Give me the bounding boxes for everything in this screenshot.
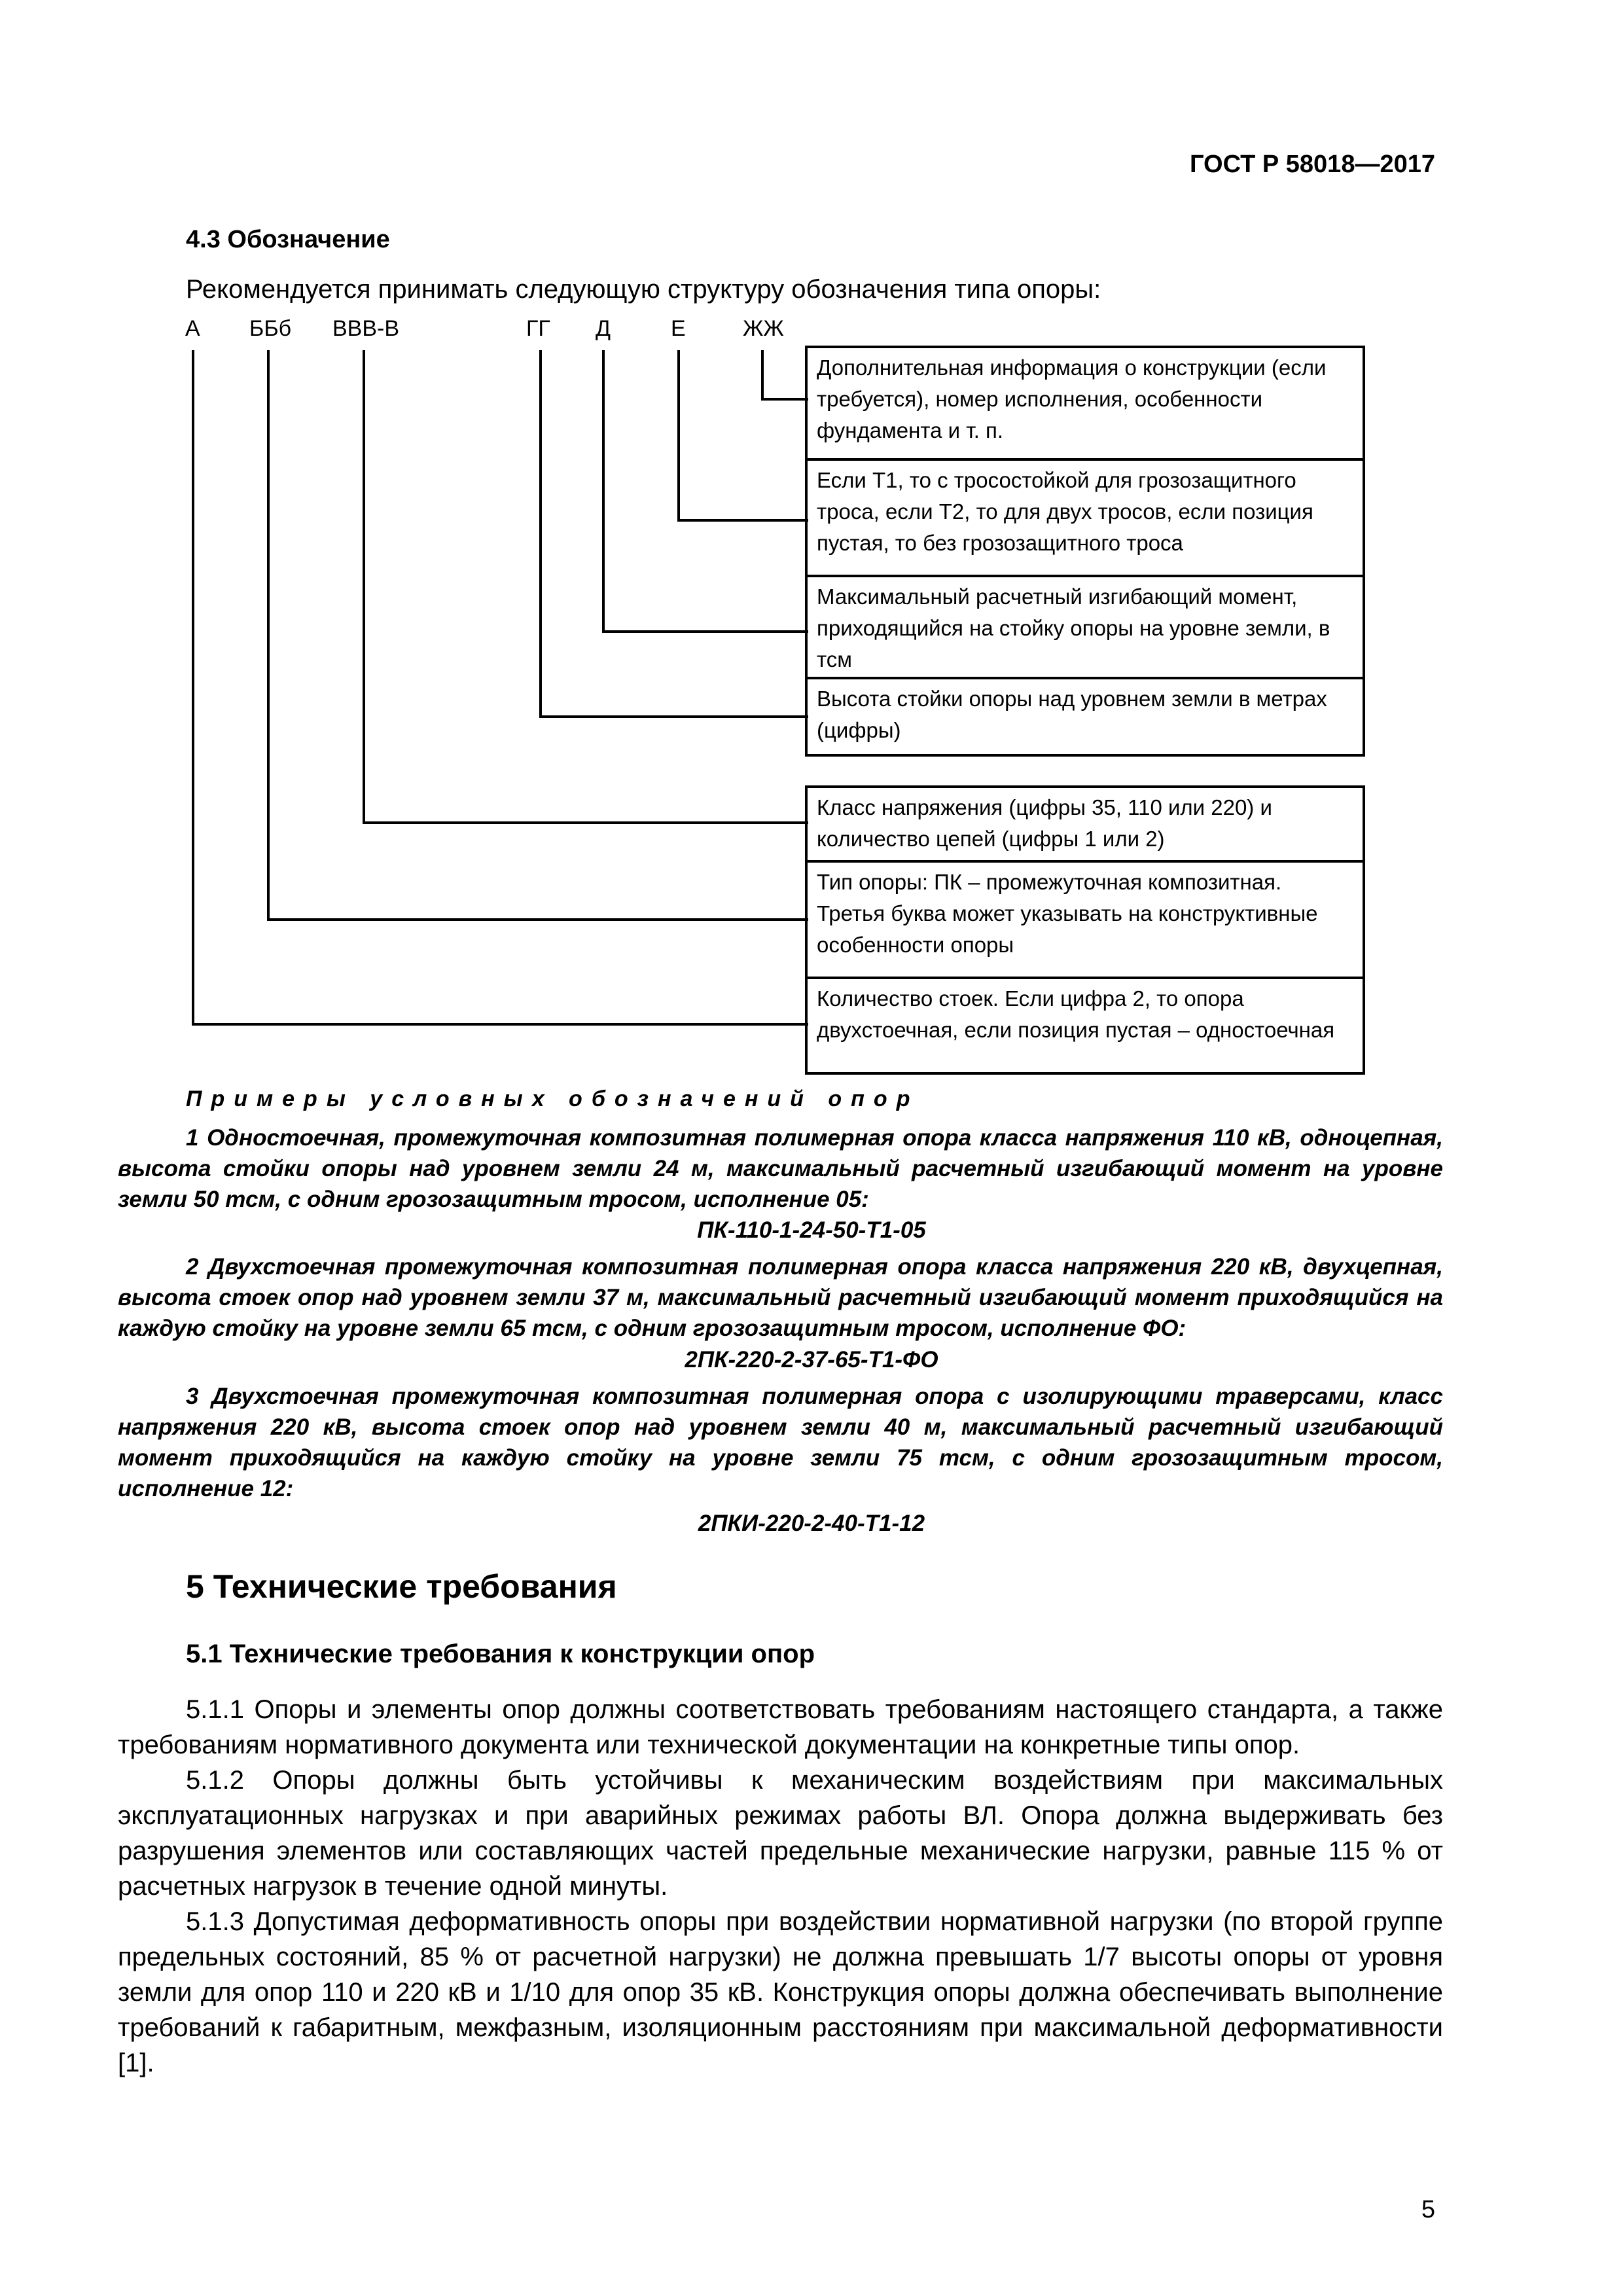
paragraph-5-1-1: 5.1.1 Опоры и элементы опор должны соответствовать требованиям настоящего стандарта, а также требованиям нормативного документа или технической документации на конкретные типы опор. xyxy=(118,1695,1443,1759)
section-4-3-intro: Рекомендуется принимать следующую структуру обозначения типа опоры: xyxy=(186,275,1101,304)
connector-a xyxy=(193,350,808,1024)
document-number: ГОСТ Р 58018—2017 xyxy=(1190,151,1435,178)
connector-bbb xyxy=(268,350,808,920)
code-a: А xyxy=(185,316,200,341)
box-voltage-class: Класс напряжения (цифры 35, 110 или 220) и количество цепей (цифры 1 или 2) xyxy=(805,785,1365,863)
example-1-code: ПК-110-1-24-50-Т1-05 xyxy=(697,1217,926,1243)
code-bbb: ББб xyxy=(249,316,292,341)
example-1-text: 1 Одностоечная, промежуточная композитная полимерная опора класса напряжения 110 кВ, одноцепная, высота стойки опоры над уровнем земли 24 м, максимальный расчетный изгибающий момент на уровне земли 50 тсм, с одним грозозащитным тросом, исполнение 05: xyxy=(118,1125,1443,1212)
code-gg: ГГ xyxy=(526,316,550,341)
connector-vvv xyxy=(364,350,808,823)
box-number-of-posts: Количество стоек. Если цифра 2, то опора двухстоечная, если позиция пустая – одностоечная xyxy=(805,977,1365,1075)
box-ground-wire: Если Т1, то с тросостойкой для грозозащитного троса, если Т2, то для двух тросов, если позиция пустая, то без грозозащитного троса xyxy=(805,458,1365,577)
code-zhzh: ЖЖ xyxy=(743,316,784,341)
section-4-3-title: 4.3 Обозначение xyxy=(186,226,390,253)
box-support-type: Тип опоры: ПК – промежуточная композитная. Третья буква может указывать на конструктивные особенности опоры xyxy=(805,860,1365,979)
box-bending-moment: Максимальный расчетный изгибающий момент, приходящийся на стойку опоры на уровне земли, в тсм xyxy=(805,575,1365,679)
example-3-code: 2ПКИ-220-2-40-Т1-12 xyxy=(698,1511,925,1536)
paragraph-5-1-3: 5.1.3 Допустимая деформативность опоры при воздействии нормативной нагрузки (по второй группе предельных состояний, 85 % от расчетной нагрузки) не должна превышать 1/7 высоты опоры от уровня земли для опор 110 и 220 кВ и 1/10 для опор 35 кВ. Конструкция опоры должна обеспечивать выполнение требований к габаритным, межфазным, изоляционным расстояниям при максимальной деформативности [1]. xyxy=(118,1907,1443,2077)
connector-gg xyxy=(541,350,808,717)
example-3-text: 3 Двухстоечная промежуточная композитная полимерная опора с изолирующими траверсами, класс напряжения 220 кВ, высота стоек опор над уровнем земли 40 м, максимальный расчетный изгибающий момент приходящийся на каждую стойку на уровне земли 75 тсм, с одним грозозащитным тросом, исполнение 12: xyxy=(118,1384,1443,1501)
box-additional-info: Дополнительная информация о конструкции (если требуется), номер исполнения, особенности фундамента и т. п. xyxy=(805,346,1365,461)
code-d: Д xyxy=(596,316,611,341)
box-height: Высота стойки опоры над уровнем земли в метрах (цифры) xyxy=(805,677,1365,757)
example-2-text: 2 Двухстоечная промежуточная композитная полимерная опора класса напряжения 220 кВ, двухцепная, высота стоек опор над уровнем земли 37 м, максимальный расчетный изгибающий момент приходящийся на каждую стойку на уровне земли 65 тсм, с одним грозозащитным тросом, исполнение ФО: xyxy=(118,1254,1443,1341)
section-5-title: 5 Технические требования xyxy=(186,1568,617,1605)
section-5-1-title: 5.1 Технические требования к конструкции опор xyxy=(186,1640,815,1668)
page-number: 5 xyxy=(1421,2196,1435,2223)
connector-d xyxy=(603,350,808,632)
code-e: Е xyxy=(671,316,686,341)
connector-zhzh xyxy=(762,350,808,399)
example-2-code: 2ПК-220-2-37-65-Т1-ФО xyxy=(685,1347,938,1372)
paragraph-5-1-2: 5.1.2 Опоры должны быть устойчивы к механическим воздействиям при максимальных эксплуатационных нагрузках и при аварийных режимах работы ВЛ. Опора должна выдерживать без разрушения элементов или составляющих частей предельные механические нагрузки, равные 115 % от расчетных нагрузок в течение одной минуты. xyxy=(118,1766,1443,1901)
connector-e xyxy=(679,350,808,520)
code-vvv-v: ВВВ-В xyxy=(332,316,400,341)
examples-title: Примеры условных обозначений опор xyxy=(186,1086,919,1111)
